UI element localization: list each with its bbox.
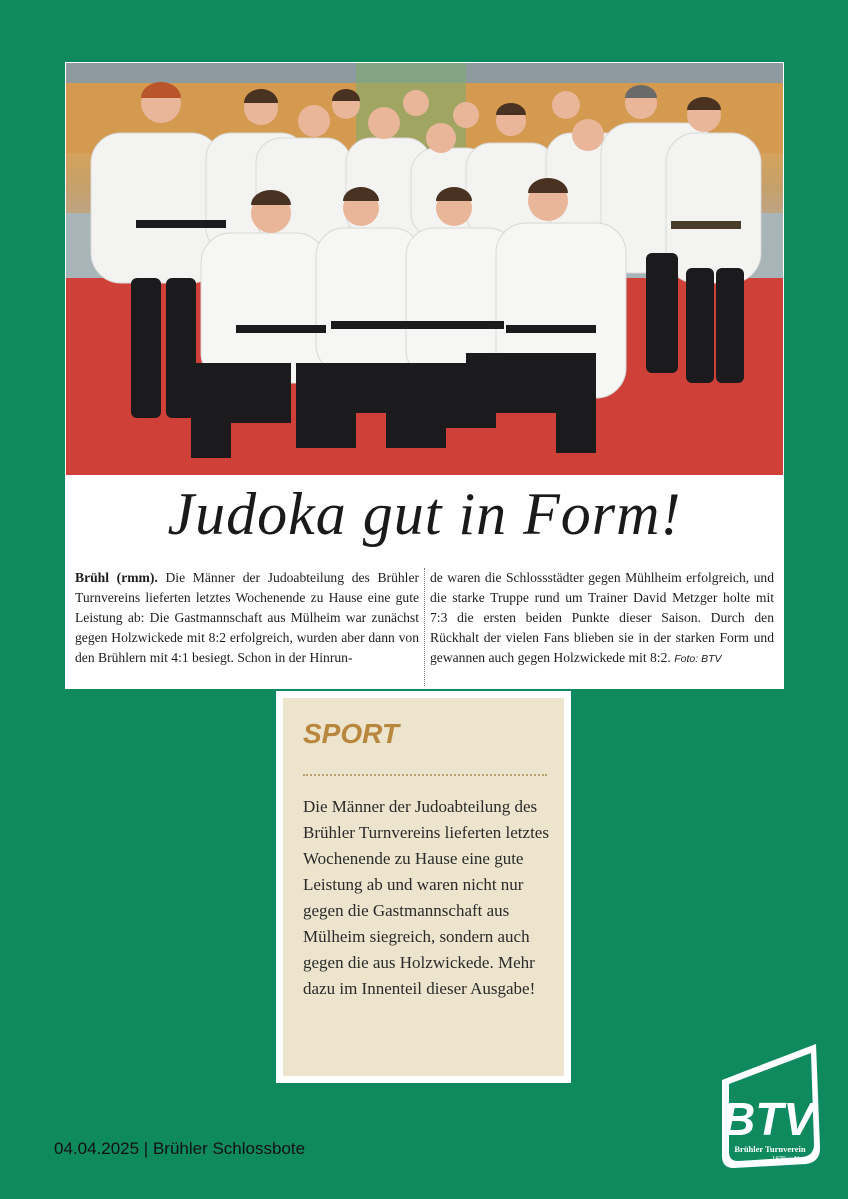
- btv-logo: [716, 1040, 824, 1172]
- logo-line-2: 1879 e. V.: [771, 1155, 801, 1163]
- article-column-1: [70, 568, 425, 686]
- sport-text: Die Männer der Judoabteilung des Brühler Turnvereins lieferten letztes Wochenende zu Hause eine gute Leistung ab und waren nicht nur gegen die Gastmannschaft aus Mülheim siegreich, sondern auch gegen die aus Holzwickede. Mehr dazu im Innenteil dieser Ausgabe!: [303, 797, 549, 998]
- team-photo: [66, 63, 783, 475]
- article-column-2: [425, 568, 779, 686]
- article-text-1: Die Männer der Judoabteilung des Brühler Turnvereins lieferten letztes Wochenende zu Hause eine gute Leistung ab: Die Gastmannschaft aus Mülheim war zunächst gegen Holzwickede mit 8:2 erfolgreich, wurden aber dann von den Brühlern mit 4:1 besiegt. Schon in der Hinrun-: [75, 570, 420, 665]
- sport-teaser: [276, 691, 571, 1083]
- headline: Judoka gut in Form!: [167, 481, 682, 547]
- photo-credit: Foto: BTV: [674, 653, 722, 665]
- dateline: Brühl (rmm).: [75, 570, 158, 585]
- btv-logo-icon: [716, 1040, 824, 1172]
- footer-issue-line: 04.04.2025 | Brühler Schlossbote: [54, 1139, 306, 1158]
- dotted-divider: [303, 774, 547, 776]
- logo-letters: BTV: [722, 1093, 814, 1145]
- article-text-2: de waren die Schlossstädter gegen Mühlheim erfolgreich, und die starke Truppe rund um Trainer David Metzger holte mit 7:3 die ersten beiden Punkte dieser Saison. Durch den Rückhalt der vielen Fans blieben sie in der starken Form und gewannen auch gegen Holzwickede mit 8:2.: [430, 570, 774, 665]
- team-photo-illustration: [66, 63, 783, 475]
- sport-teaser-panel: [283, 698, 564, 1076]
- sport-title: SPORT: [303, 718, 399, 749]
- logo-line-1: Brühler Turnverein: [734, 1144, 806, 1154]
- article-body: [70, 568, 779, 686]
- newspaper-clipping: [65, 62, 784, 689]
